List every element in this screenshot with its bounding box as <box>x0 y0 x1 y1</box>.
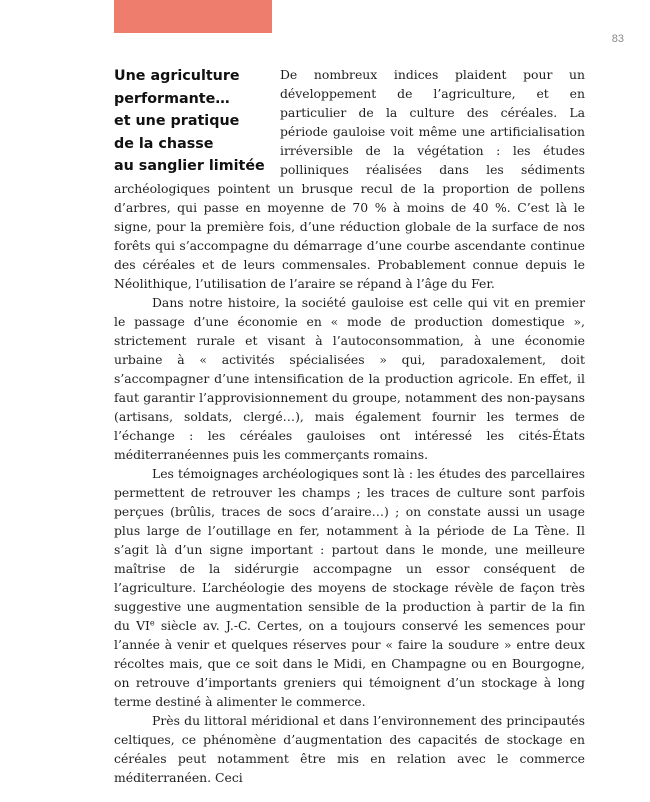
century-numeral: VI <box>136 618 150 633</box>
body-text <box>114 65 585 787</box>
page-number: 83 <box>611 33 624 45</box>
paragraph-4: Près du littoral méridional et dans l’environnement des principautés celtiques, ce phénomène d’augmentation des capacités de stockage en céréales peut notamment être mis en relation avec le commerce méditerranéen. Ceci <box>114 713 585 785</box>
paragraph-3-start: Les témoignages archéologiques sont là : les études des parcellaires permettent de retrouver les champs ; les traces de culture sont parfois perçues (brûlis, traces de socs d’araire…) ; on constate aussi un usage plus large de l’outillage en fer, notamment à la période de La Tène. Il s’agit là d’un signe important : partout dans le monde, une meilleure maîtrise de la sidérurgie accompagne un essor conséquent de l’agriculture. L’archéologie des moyens de stockage révèle de façon très suggestive une augmentation sensible de la production à partir de la fin du <box>114 466 585 633</box>
heading-line: performante… <box>114 90 230 107</box>
heading-line: au sanglier limitée <box>114 158 265 174</box>
chapter-color-tab <box>114 0 272 33</box>
heading-line: Une agriculture <box>114 68 240 84</box>
heading-line: de la chasse <box>114 135 214 152</box>
heading-line: et une pratique <box>114 113 240 129</box>
paragraph-2: Dans notre histoire, la société gauloise est celle qui vit en premier le passage d’une économie en « mode de production domestique », strictement rurale et visant à l’autoconsommation, à une économie urbaine à « activités spécialisées » qui, paradoxalement, doit s’accompagner d’une intensification de la production agricole. En effet, il faut garantir l’approvisionnement du groupe, notamment des non-paysans (artisans, soldats, clergé…), mais également fournir les termes de l’échange : les céréales gauloises ont intéressé les cités-États méditerranéennes puis les commerçants romains. <box>114 295 585 462</box>
paragraph-1: De nombreux indices plaident pour un développement de l’agriculture, et en particulier de la culture des céréales. La période gauloise voit même une artificialisation irréversible de la végétation : les études polliniques réalisées dans les sédiments archéologiques pointent un brusque recul de la proportion de pollens d’arbres, qui passe en moyenne de 70 % à moins de 40 %. C’est là le signe, pour la première fois, d’une réduction globale de la surface de nos forêts qui s’accompagne du démarrage d’une courbe ascendante continue des céréales et de leurs commensales. Probablement connue depuis le Néolithique, l’utilisation de l’araire se répand à l’âge du Fer. <box>114 67 585 291</box>
paragraph-3 <box>114 464 585 711</box>
section-heading <box>114 65 274 178</box>
century-superscript: e <box>149 618 155 628</box>
paragraph-3-end: siècle av. J.-C. Certes, on a toujours conservé les semences pour l’année à venir et quelques réserves pour « faire la soudure » entre deux récoltes mais, que ce soit dans le Midi, en Champagne ou en Bourgogne, on retrouve d’importants greniers qui témoignent d’un stockage à long terme destiné à alimenter le commerce. <box>114 618 585 709</box>
